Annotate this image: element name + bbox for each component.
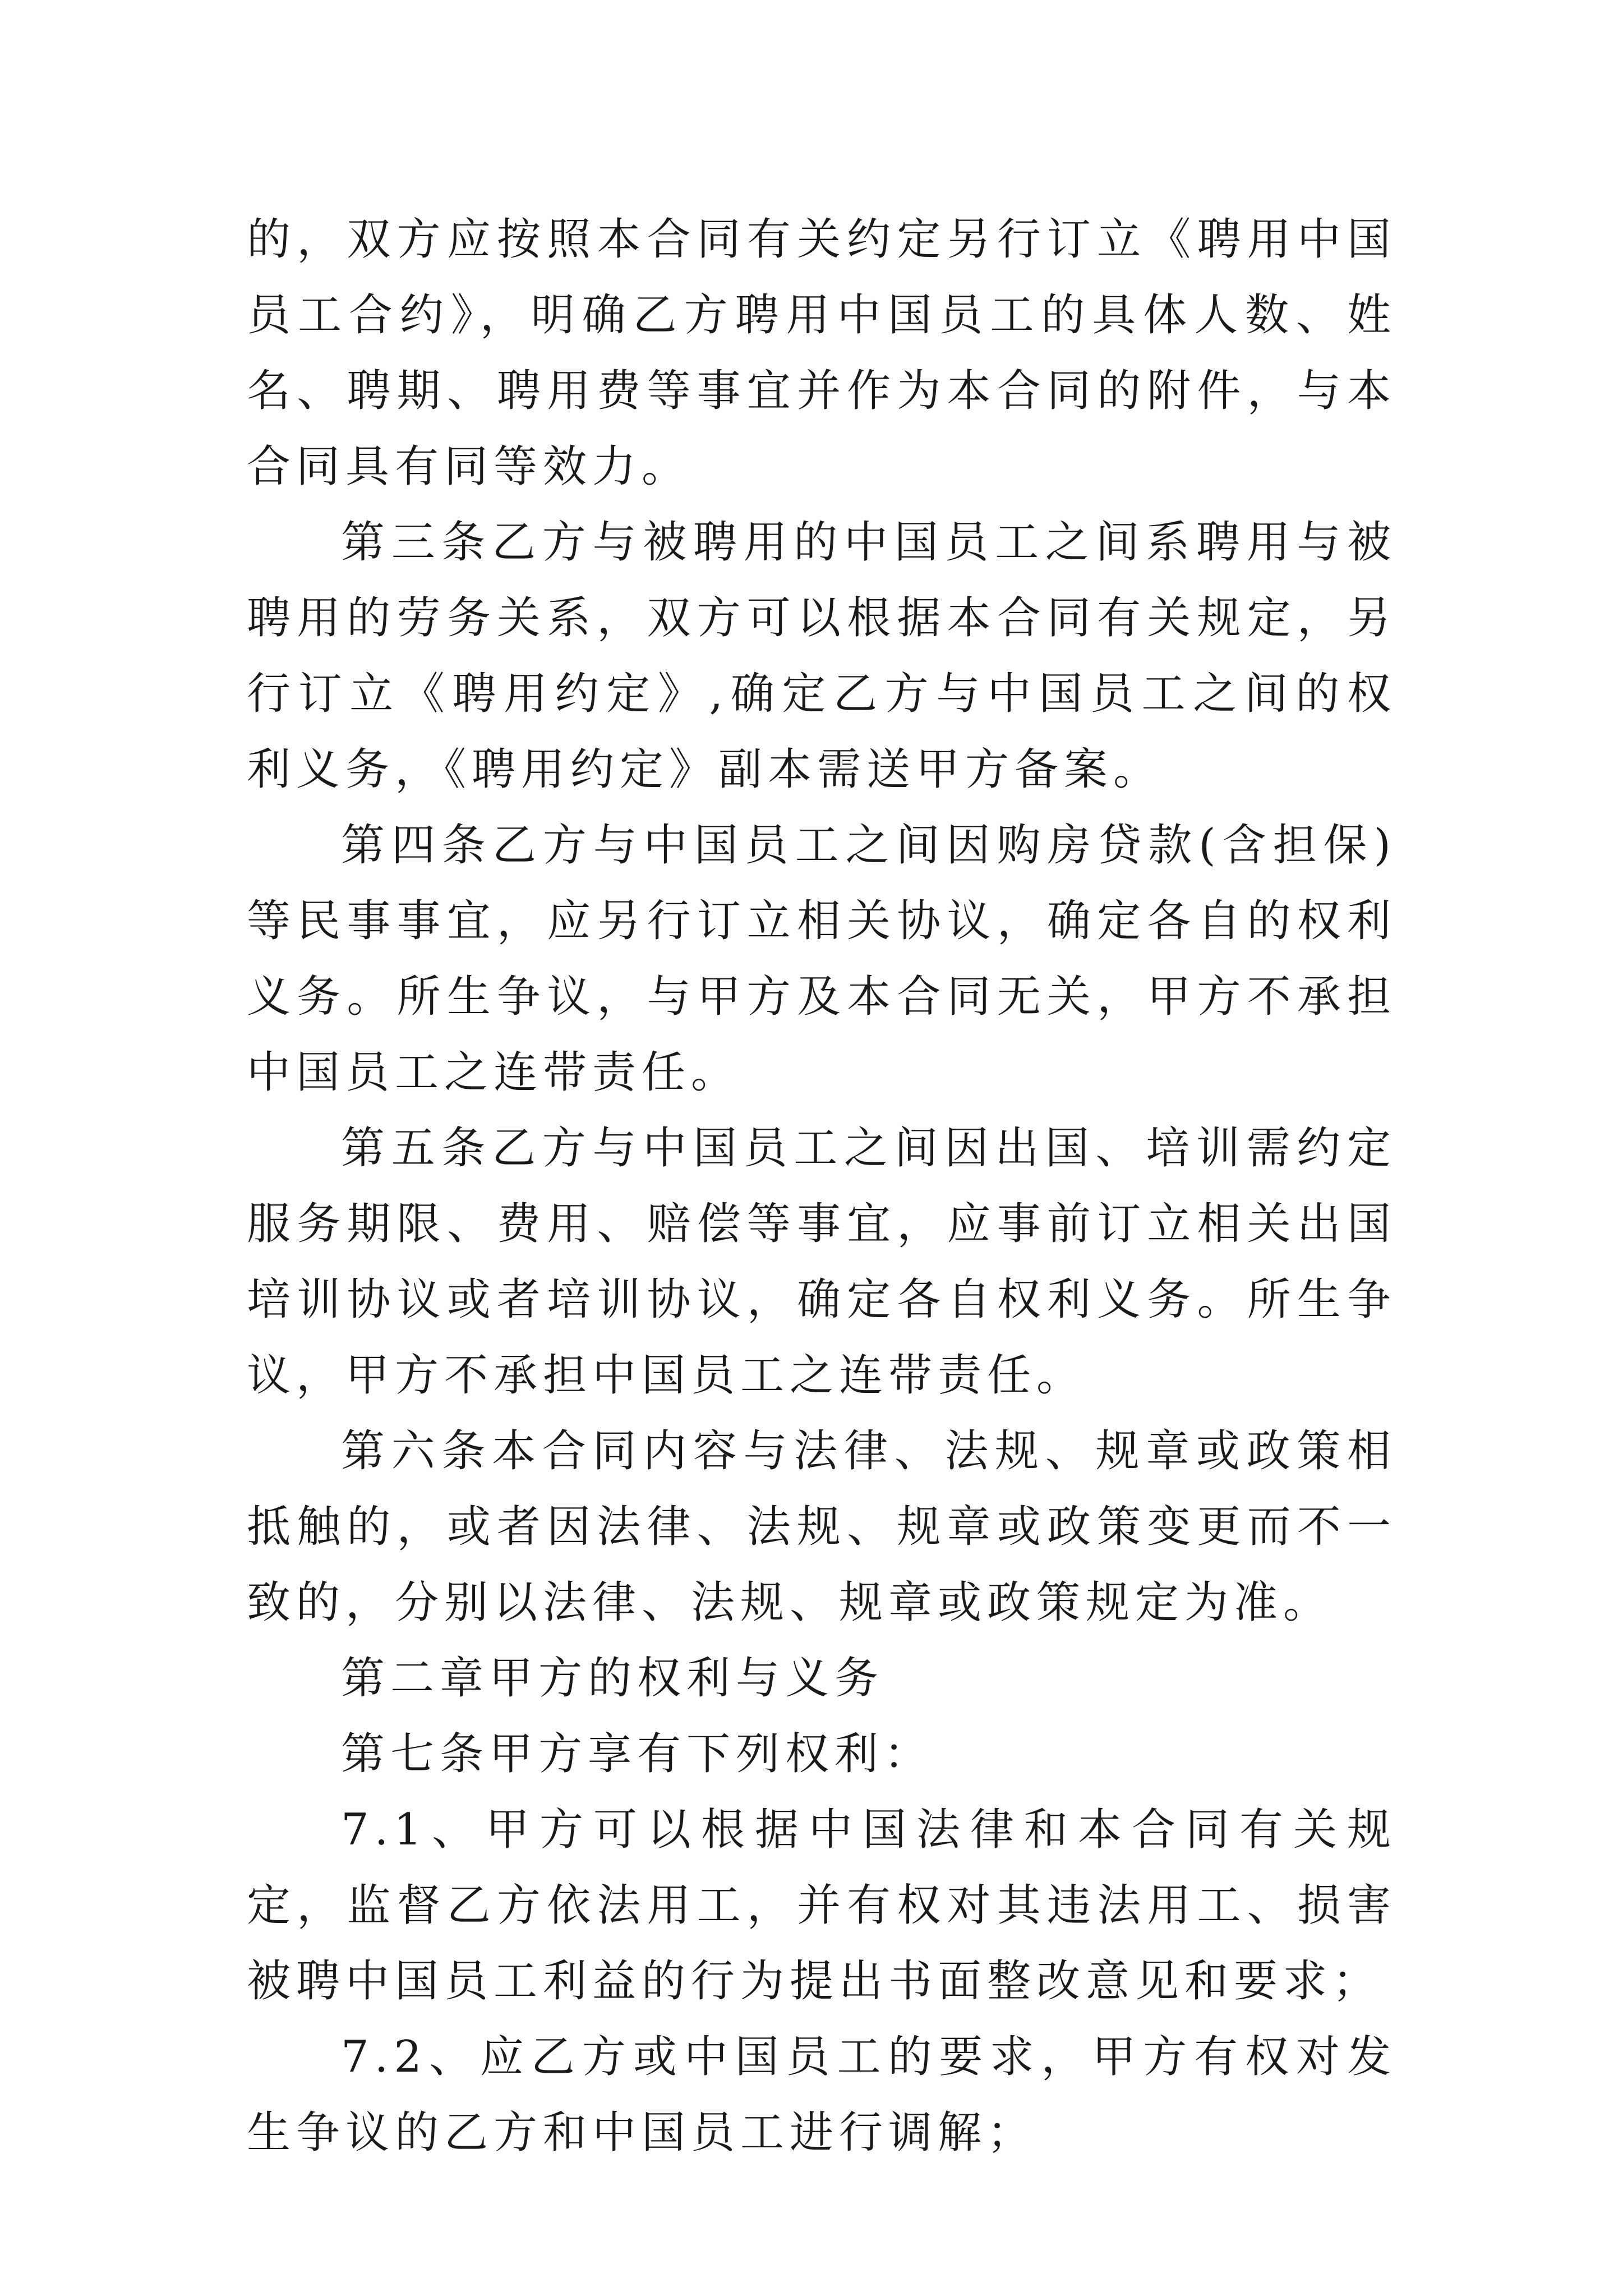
paragraph-continuation: 的，双方应按照本合同有关约定另行订立《聘用中国员工合约》，明确乙方聘用中国员工的具体人数、姓名、聘期、聘用费等事宜并作为本合同的附件，与本合同具有同等效力。 (247, 214, 1396, 492)
paragraph-article-3: 第三条乙方与被聘用的中国员工之间系聘用与被聘用的劳务关系，双方可以根据本合同有关规定，另行订立《聘用约定》,确定乙方与中国员工之间的权利义务，《聘用约定》副本需送甲方备案。 (247, 517, 1396, 795)
paragraph-article-6: 第六条本合同内容与法律、法规、规章或政策相抵触的，或者因法律、法规、规章或政策变更而不一致的，分别以法律、法规、规章或政策规定为准。 (247, 1426, 1396, 1628)
paragraph-article-5: 第五条乙方与中国员工之间因出国、培训需约定服务期限、费用、赔偿等事宜，应事前订立相关出国培训协议或者培训协议，确定各自权利义务。所生争议，甲方不承担中国员工之连带责任。 (247, 1123, 1396, 1401)
paragraph-clause-7-2: 7.2、应乙方或中国员工的要求，甲方有权对发生争议的乙方和中国员工进行调解； (247, 2032, 1396, 2158)
paragraph-clause-7-1: 7.1、甲方可以根据中国法律和本合同有关规定，监督乙方依法用工，并有权对其违法用工、损害被聘中国员工利益的行为提出书面整改意见和要求； (247, 1805, 1396, 2007)
paragraph-article-4: 第四条乙方与中国员工之间因购房贷款(含担保)等民事事宜，应另行订立相关协议，确定各自的权利义务。所生争议，与甲方及本合同无关，甲方不承担中国员工之连带责任。 (247, 820, 1396, 1098)
paragraph-article-7: 第七条甲方享有下列权利： (341, 1729, 934, 1779)
chapter-heading: 第二章甲方的权利与义务 (341, 1653, 884, 1704)
document-body (247, 202, 1396, 2171)
